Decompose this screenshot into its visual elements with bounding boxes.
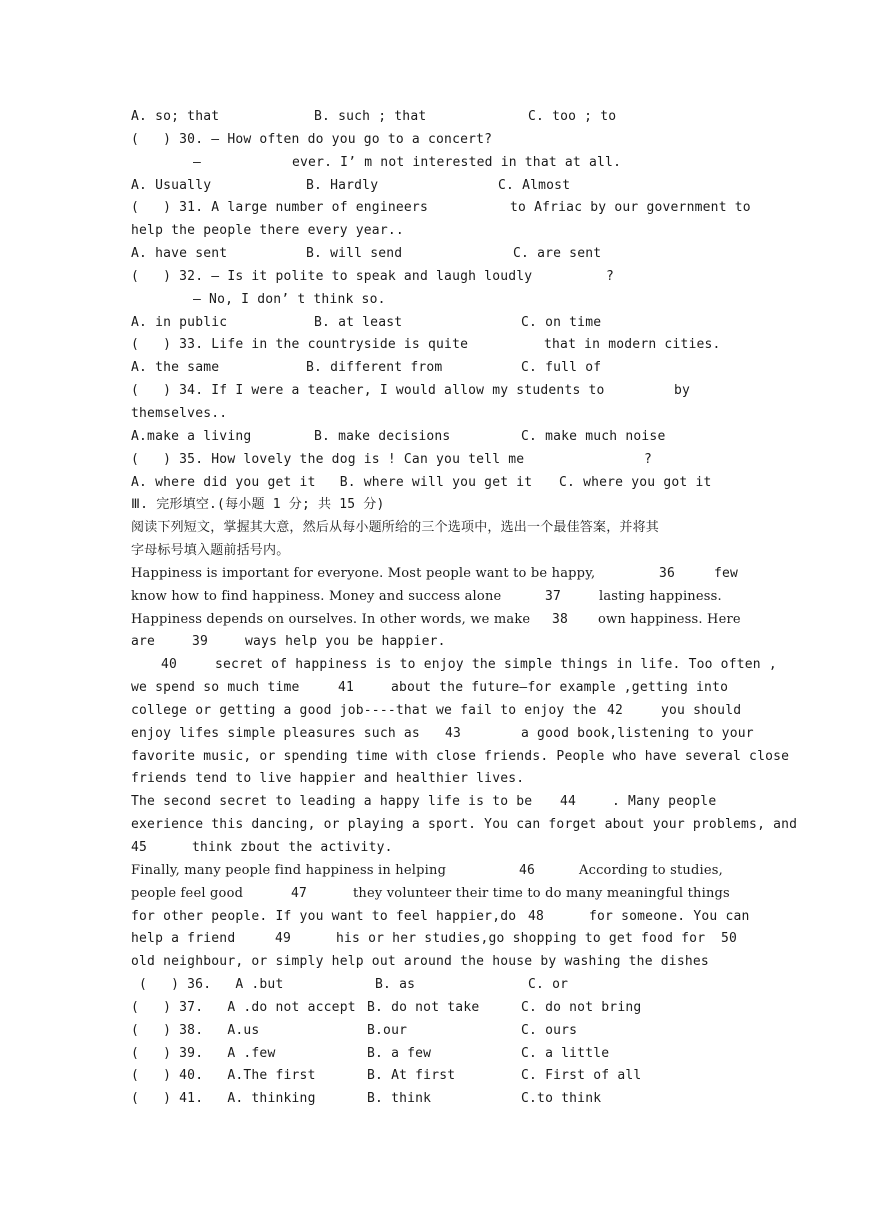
text-segment: his or her studies,go shopping to get food for [336,931,706,947]
text-line [131,906,750,929]
text-line [131,814,798,837]
text-segment: 49 [275,931,292,947]
text-segment: Happiness is important for everyone. Most people want to be happy, [131,565,596,581]
text-line [131,1043,741,1066]
text-segment: 47 [291,885,308,901]
text-segment: C. First of all [521,1068,642,1084]
text-line [131,1088,741,1111]
text-line [131,974,741,997]
text-segment: 41 [338,680,355,696]
text-segment: for other people. If you want to feel happier,do [131,908,517,924]
text-segment: 40 [161,657,178,673]
text-line [131,289,741,312]
text-segment: ( ) 32. — Is it polite to speak and laugh loudly [131,268,533,284]
text-line [131,609,741,632]
text-segment: B. will send [306,246,403,262]
text-segment: ( ) 39. A .few [131,1045,276,1061]
text-line [131,1065,741,1088]
text-segment: friends tend to live happier and healthier lives. [131,771,525,787]
text-line [131,517,741,540]
text-segment: help the people there every year.. [131,223,404,239]
text-segment: ( ) 36. A .but [139,977,284,993]
exam-page [131,106,798,1111]
text-line [131,266,741,289]
text-segment: C. Almost [498,177,571,193]
text-segment: 43 [445,725,462,741]
text-segment: B. different from [306,360,443,376]
text-line [131,243,741,266]
text-line [131,883,741,906]
text-line [131,426,741,449]
text-line [131,563,741,586]
text-segment: C. on time [521,314,602,330]
text-line [131,768,741,791]
text-segment: lasting happiness. [599,588,722,604]
text-segment: 42 [607,702,624,718]
text-segment: themselves.. [131,405,228,421]
text-line [131,380,741,403]
text-line [131,791,741,814]
text-segment: ( ) 34. If I were a teacher, I would allow my students to [131,383,605,399]
text-segment: for someone. You can [589,908,750,924]
text-segment: C. do not bring [521,999,642,1015]
text-segment: that in modern cities. [544,337,721,353]
text-line [131,586,741,609]
text-segment: ( ) 35. How lovely the dog is ! Can you tell me [131,451,525,467]
text-segment: ( ) 38. A.us [131,1022,260,1038]
text-segment: C. where you got it [559,474,712,490]
text-segment: about the future—for example ,getting into [391,680,729,696]
text-segment: C. full of [521,360,602,376]
text-segment: secret of happiness is to enjoy the simple things in life. Too often , [215,657,777,673]
text-segment: 44 [560,794,577,810]
text-line [131,449,741,472]
text-segment: 46 [519,862,536,878]
text-line [131,997,741,1020]
text-segment: 39 [192,634,209,650]
text-segment: few [714,565,739,581]
text-segment: A. Usually [131,177,212,193]
text-segment: B. a few [367,1045,432,1061]
text-line [131,220,741,243]
text-segment: you should [661,702,742,718]
text-segment: ways help you be happier. [245,634,446,650]
text-segment: Finally, many people find happiness in helping [131,862,447,878]
text-segment: 45 [131,840,148,855]
text-line [131,175,741,198]
text-segment: think zbout the activity. [192,840,393,855]
text-segment: we spend so much time [131,680,300,696]
text-segment: B. At first [367,1068,456,1084]
text-segment: — [193,154,202,170]
text-segment: Happiness depends on ourselves. In other words, we make [131,611,531,627]
text-line [131,837,741,860]
text-segment: ever. I’ m not interested in that at all. [292,154,622,170]
text-segment: college or getting a good job----that we fail to enjoy the [131,702,597,718]
text-segment: B. do not take [367,999,480,1015]
text-segment: exerience this dancing, or playing a sport. You can forget about your problems, and [131,817,798,833]
text-segment: C. a little [521,1045,610,1061]
text-line [131,312,741,335]
text-line [131,860,741,883]
text-segment: B. make decisions [314,428,451,444]
text-line [131,357,741,380]
text-segment: C. or [528,977,569,993]
text-line [131,540,741,563]
text-line [131,928,741,951]
text-segment: A. the same [131,360,220,376]
text-line [131,654,777,677]
text-segment: B. think [367,1091,432,1107]
text-segment: B. at least [314,314,403,330]
text-segment: ( ) 31. A large number of engineers [131,200,428,216]
text-segment: According to studies, [579,862,723,878]
text-segment: B. as [375,977,416,993]
text-segment: old neighbour, or simply help out around the house by washing the dishes [131,954,709,970]
text-segment: . Many people [612,794,717,810]
text-segment: 阅读下列短文，掌握其大意，然后从每小题所给的三个选项中，选出一个最佳答案，并将其 [131,520,660,536]
text-segment: 36 [659,565,676,581]
text-segment: a good book,listening to your [521,725,754,741]
text-segment: people feel good [131,885,244,901]
text-segment: Ⅲ. 完形填空.(每小题 1 分; 共 15 分) [131,497,385,513]
text-segment: help a friend [131,931,236,947]
text-segment: C. ours [521,1022,578,1038]
text-segment: ? [606,268,615,284]
text-segment: The second secret to leading a happy life is to be [131,794,533,810]
text-line [131,746,790,769]
text-segment: — No, I don’ t think so. [193,291,386,307]
text-segment: A.make a living [131,428,252,444]
text-line [131,494,741,517]
text-segment: B. Hardly [306,177,379,193]
text-segment: 50 [721,931,738,947]
text-line [131,403,741,426]
text-line [131,677,741,700]
text-line [131,951,741,974]
text-segment: ( ) 37. A .do not accept [131,999,356,1015]
text-segment: C.to think [521,1091,602,1107]
text-segment: C. too ; to [528,109,617,124]
text-segment: B.our [367,1022,408,1038]
text-line [131,700,741,723]
text-line [131,334,741,357]
text-segment: C. are sent [513,246,602,262]
text-segment: ( ) 33. Life in the countryside is quite [131,337,469,353]
text-segment: 48 [528,908,545,924]
text-segment: favorite music, or spending time with close friends. People who have several close [131,748,790,764]
text-segment: A. in public [131,314,228,330]
text-segment: A. so; that [131,109,220,124]
text-segment: B. such ; that [314,109,427,124]
text-line [131,152,741,175]
text-segment: own happiness. Here [598,611,741,627]
text-line [131,129,741,152]
text-segment: A. where did you get it B. where will you get it [131,474,533,490]
text-segment: ( ) 40. A.The first [131,1068,316,1084]
text-segment: are [131,634,156,650]
text-line [131,1020,741,1043]
text-segment: know how to find happiness. Money and success alone [131,588,502,604]
text-segment: enjoy lifes simple pleasures such as [131,725,420,741]
text-line [131,197,751,220]
text-segment: ? [644,451,653,467]
text-line [131,472,741,495]
text-segment: they volunteer their time to do many meaningful things [353,885,730,901]
text-segment: ( ) 41. A. thinking [131,1091,316,1107]
text-segment: 38 [552,611,569,627]
text-line [131,723,754,746]
text-line [131,631,741,654]
text-segment: by [674,383,691,399]
text-segment: to Afriac by our government to [510,200,751,216]
text-segment: ( ) 30. — How often do you go to a concert? [131,131,493,147]
text-segment: 字母标号填入题前括号内。 [131,543,290,559]
text-line [131,106,741,129]
text-segment: A. have sent [131,246,228,262]
text-segment: C. make much noise [521,428,666,444]
text-segment: 37 [545,588,562,604]
